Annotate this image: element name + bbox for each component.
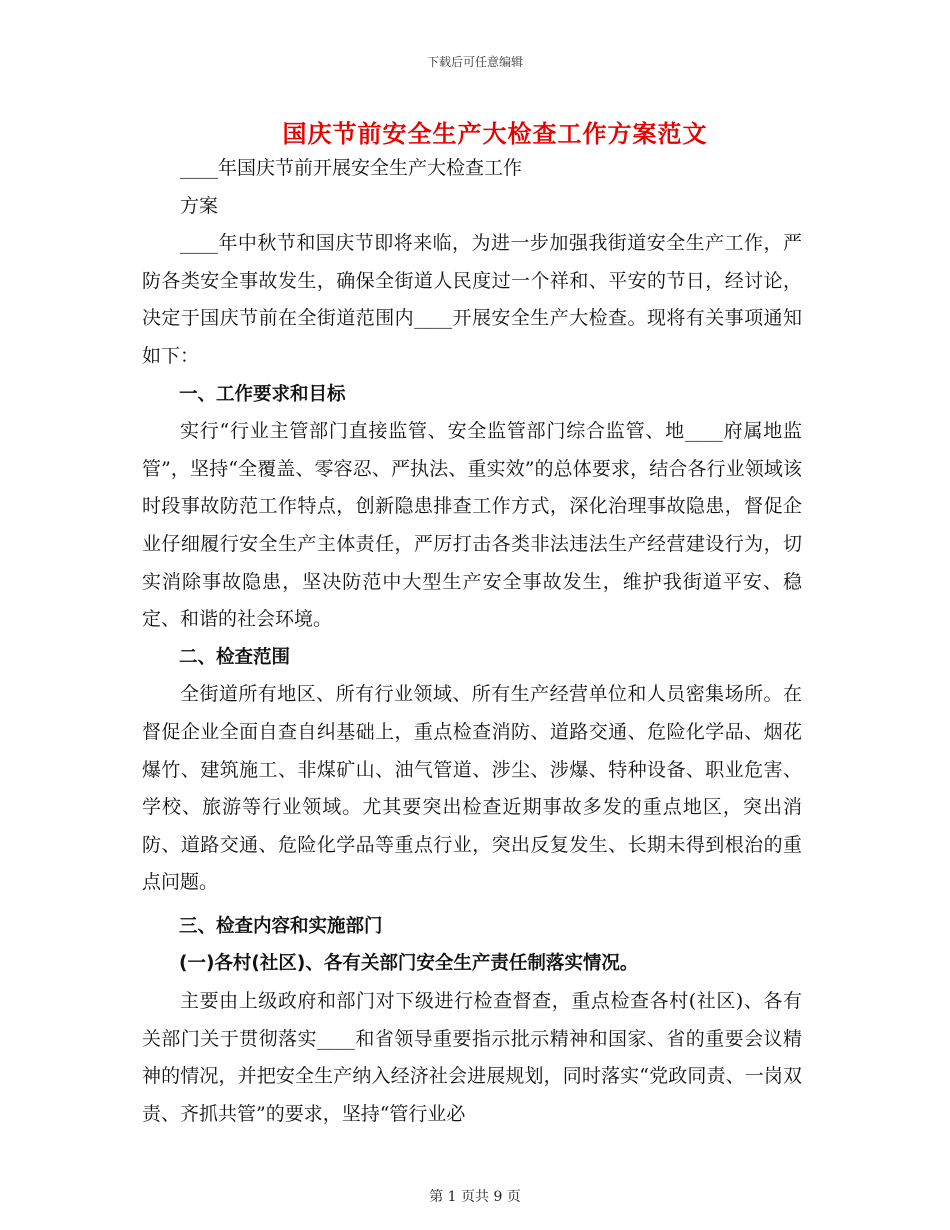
section-heading-1: 一、工作要求和目标 — [179, 383, 346, 405]
subtitle-line-2: 方案 — [180, 194, 219, 217]
subtitle-line-1: ____年国庆节前开展安全生产大检查工作 — [180, 157, 523, 179]
document-body — [142, 150, 802, 1133]
page-number-footer: 第 1 页共 9 页 — [429, 1189, 521, 1205]
section-1-paragraph: 实行“行业主管部门直接监管、安全监管部门综合监管、地____府属地监管”，坚持“全覆盖、零容忍、严执法、重实效”的总体要求，结合各行业领域该时段事故防范工作特点，创新隐患排查工作方式，深化治理事故隐患，督促企业仔细履行安全生产主体责任，严厉打击各类非法违法生产经营建设行为，切实消除事故隐患，坚决防范中大型生产安全事故发生，维护我街道平安、稳定、和谐的社会环境。 — [142, 420, 802, 631]
intro-paragraph: ____年中秋节和国庆节即将来临，为进一步加强我街道安全生产工作，严防各类安全事故发生，确保全街道人民度过一个祥和、平安的节日，经讨论，决定于国庆节前在全街道范围内____开展安全生产大检查。现将有关事项通知如下： — [142, 232, 802, 367]
section-heading-3: 三、检查内容和实施部门 — [179, 915, 383, 937]
section-heading-2: 二、检查范围 — [179, 646, 291, 668]
section-2-paragraph: 全街道所有地区、所有行业领域、所有生产经营单位和人员密集场所。在督促企业全面自查自纠基础上，重点检查消防、道路交通、危险化学品、烟花爆竹、建筑施工、非煤矿山、油气管道、涉尘、涉爆、特种设备、职业危害、学校、旅游等行业领域。尤其要突出检查近期事故多发的重点地区，突出消防、道路交通、危险化学品等重点行业，突出反复发生、长期未得到根治的重点问题。 — [142, 683, 802, 894]
document-title: 国庆节前安全生产大检查工作方案范文 — [282, 119, 708, 148]
subsection-heading-3-1: (一)各村(社区)、各有关部门安全生产责任制落实情况。 — [179, 953, 639, 975]
subsection-3-1-paragraph: 主要由上级政府和部门对下级进行检查督查，重点检查各村(社区)、各有关部门关于贯彻落实____和省领导重要指示批示精神和国家、省的重要会议精神的情况，并把安全生产纳入经济社会进展规划，同时落实“党政同责、一岗双责、齐抓共管”的要求，坚持“管行业必 — [142, 990, 802, 1125]
header-note: 下载后可任意编辑 — [426, 55, 523, 69]
